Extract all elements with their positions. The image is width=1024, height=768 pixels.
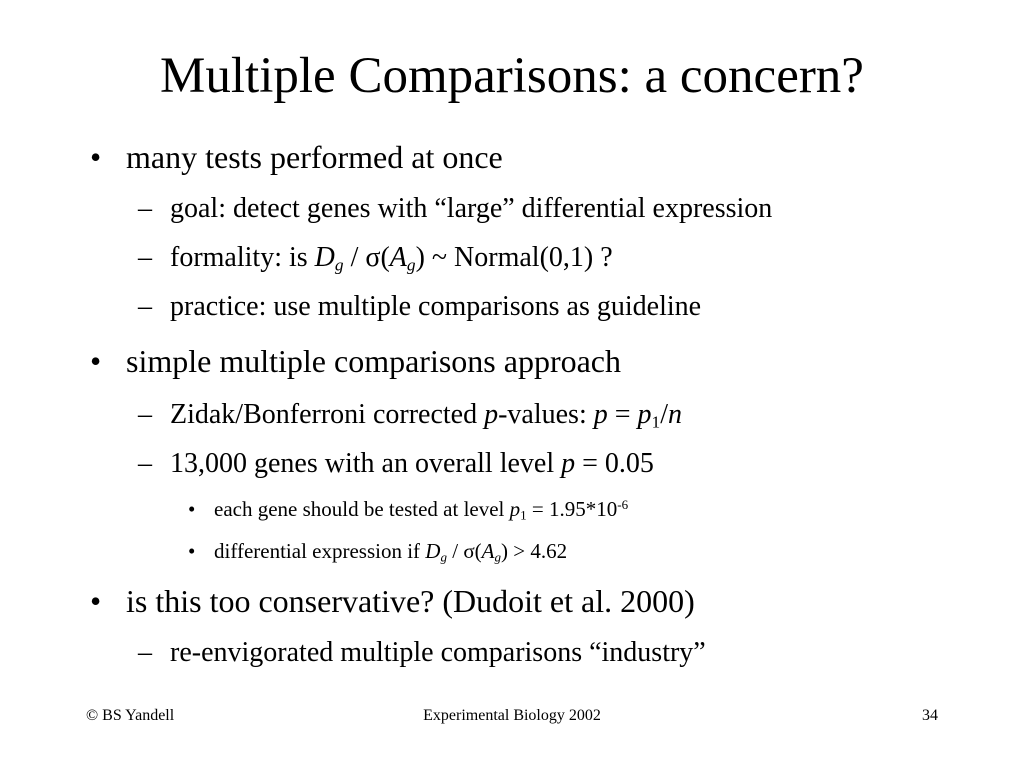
formality-g1: g: [334, 255, 344, 275]
bullet-2-text: simple multiple comparisons approach: [126, 343, 621, 379]
formality-pre: formality: is: [170, 242, 315, 273]
footer-conference: Experimental Biology 2002: [423, 707, 601, 724]
bonf-eq: =: [607, 399, 638, 430]
level-exp: -6: [617, 496, 629, 512]
dash-marker: –: [138, 448, 152, 479]
bonf-mid: -values:: [498, 399, 594, 430]
footer-page-number: 34: [922, 707, 938, 724]
bullet-3-sub-1: re-envigorated multiple comparisons “industry”: [170, 637, 706, 668]
bonf-one: 1: [651, 412, 661, 432]
dash-marker: –: [138, 193, 152, 224]
bullet-1-text: many tests performed at once: [126, 139, 503, 175]
small-bullet-marker: •: [188, 497, 196, 521]
small-bullet-marker: •: [188, 539, 196, 563]
level-mid: = 1.95*10: [526, 497, 618, 521]
formality-slash: / σ(: [343, 242, 390, 273]
genes-p: p: [561, 448, 576, 479]
bullet-3-text: is this too conservative? (Dudoit et al. 2000): [126, 583, 695, 619]
level-one: 1: [520, 507, 527, 523]
bullet-2-sub-2-item-1: [214, 497, 628, 522]
dash-marker: –: [138, 637, 152, 668]
bullet-marker: •: [90, 583, 102, 619]
dash-marker: –: [138, 242, 152, 273]
diff-a: A: [481, 539, 495, 563]
formality-g2: g: [406, 255, 416, 275]
diff-pre: differential expression if: [214, 539, 426, 563]
bullet-1-sub-3: practice: use multiple comparisons as guideline: [170, 291, 702, 322]
bonf-pre: Zidak/Bonferroni corrected: [170, 399, 485, 430]
dash-marker: –: [138, 399, 152, 430]
level-p: p: [509, 497, 521, 521]
diff-slash: / σ(: [446, 539, 482, 563]
bullet-1-sub-2: [170, 242, 613, 274]
diff-d: D: [425, 539, 441, 563]
formality-d: D: [314, 242, 335, 273]
bullet-1-sub-1: goal: detect genes with “large” differential expression: [170, 193, 773, 224]
bullet-2-sub-2-item-2: [214, 539, 567, 564]
bonf-slash: /: [660, 399, 668, 430]
diff-post: ) > 4.62: [500, 539, 568, 563]
bonf-p2: p: [593, 399, 608, 430]
bullet-marker: •: [90, 139, 102, 175]
genes-pre: 13,000 genes with an overall level: [170, 448, 562, 479]
bonf-n: n: [668, 399, 682, 430]
genes-post: = 0.05: [575, 448, 654, 479]
bonf-p: p: [484, 399, 499, 430]
bullet-marker: •: [90, 343, 102, 379]
formality-a: A: [389, 242, 407, 273]
diff-g1: g: [440, 549, 447, 565]
level-pre: each gene should be tested at level: [214, 497, 510, 521]
dash-marker: –: [138, 291, 152, 322]
formality-post: ) ~ Normal(0,1) ?: [415, 242, 613, 273]
bullet-2-sub-2: [170, 448, 654, 480]
footer-copyright: © BS Yandell: [86, 707, 175, 724]
slide-title: Multiple Comparisons: a concern?: [160, 48, 864, 104]
bullet-2-sub-1: [170, 399, 682, 431]
bonf-p3: p: [637, 399, 652, 430]
diff-g2: g: [494, 549, 501, 565]
